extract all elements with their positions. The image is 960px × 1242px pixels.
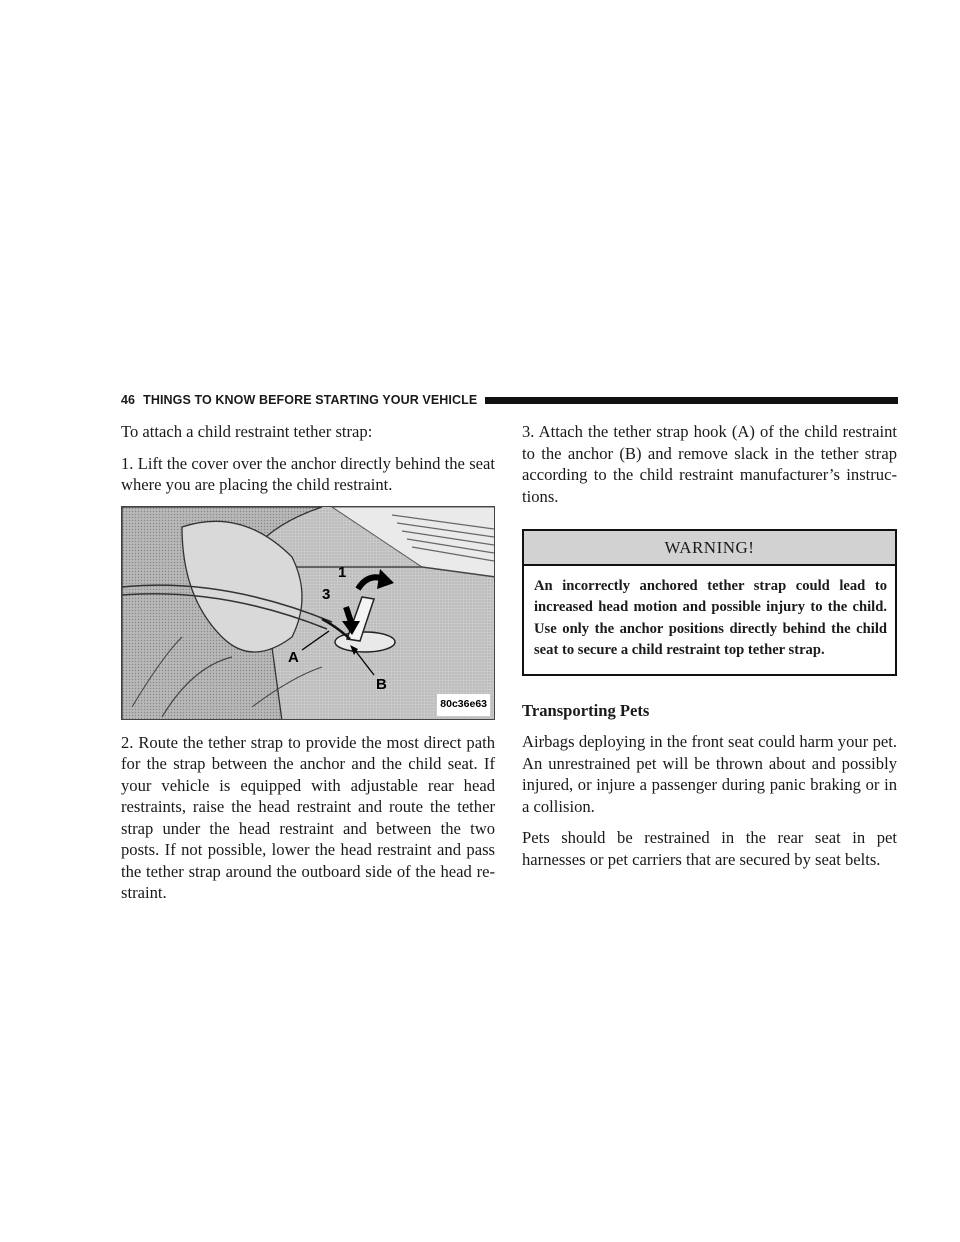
illustration-drawing [122,507,495,720]
page-header [121,392,898,408]
step-2: 2. Route the tether strap to provide the most direct path for the strap between the anchor and the child seat. If your vehicle is equipped with adjustable rear head restraints, raise the head restraint and route the tether strap under the head restraint and between the two posts. If not possible, lower the head restraint and pass the tether strap around the outboard side of the head re-straint. [121,732,495,902]
warning-box [522,529,897,676]
pets-heading: Transporting Pets [522,700,650,720]
left-column [121,421,495,914]
warning-body: An incorrectly anchored tether strap could lead to increased head motion and possible injury to the child. Use only the anchor positions directly behind the child seat to secure a child restraint top tether strap. [534,577,887,659]
callout-a: A [288,648,299,666]
warning-title: WARNING! [524,531,895,566]
callout-b: B [376,675,387,693]
tether-anchor-illustration [121,506,495,720]
intro-text: To attach a child restraint tether strap: [121,422,373,441]
header-rule [485,397,898,404]
callout-1: 1 [338,563,347,581]
page-number: 46 [121,393,136,407]
step-1: 1. Lift the cover over the anchor directly behind the seat where you are placing the child restraint. [121,453,495,494]
figure-code: 80c36e63 [437,694,490,716]
step-3: 3. Attach the tether strap hook (A) of the child restraint to the anchor (B) and remove slack in the tether strap according to the child restraint manufacturer’s instruc-tions. [522,422,897,506]
right-column [522,421,897,880]
pets-paragraph-2: Pets should be restrained in the rear seat in pet harnesses or pet carriers that are secured by seat belts. [522,828,897,869]
callout-3: 3 [322,585,331,603]
pets-paragraph-1: Airbags deploying in the front seat could harm your pet. An unrestrained pet will be thrown about and possibly injured, or injure a passenger during panic braking or in a collision. [522,732,897,816]
section-title: THINGS TO KNOW BEFORE STARTING YOUR VEHICLE [143,393,478,407]
